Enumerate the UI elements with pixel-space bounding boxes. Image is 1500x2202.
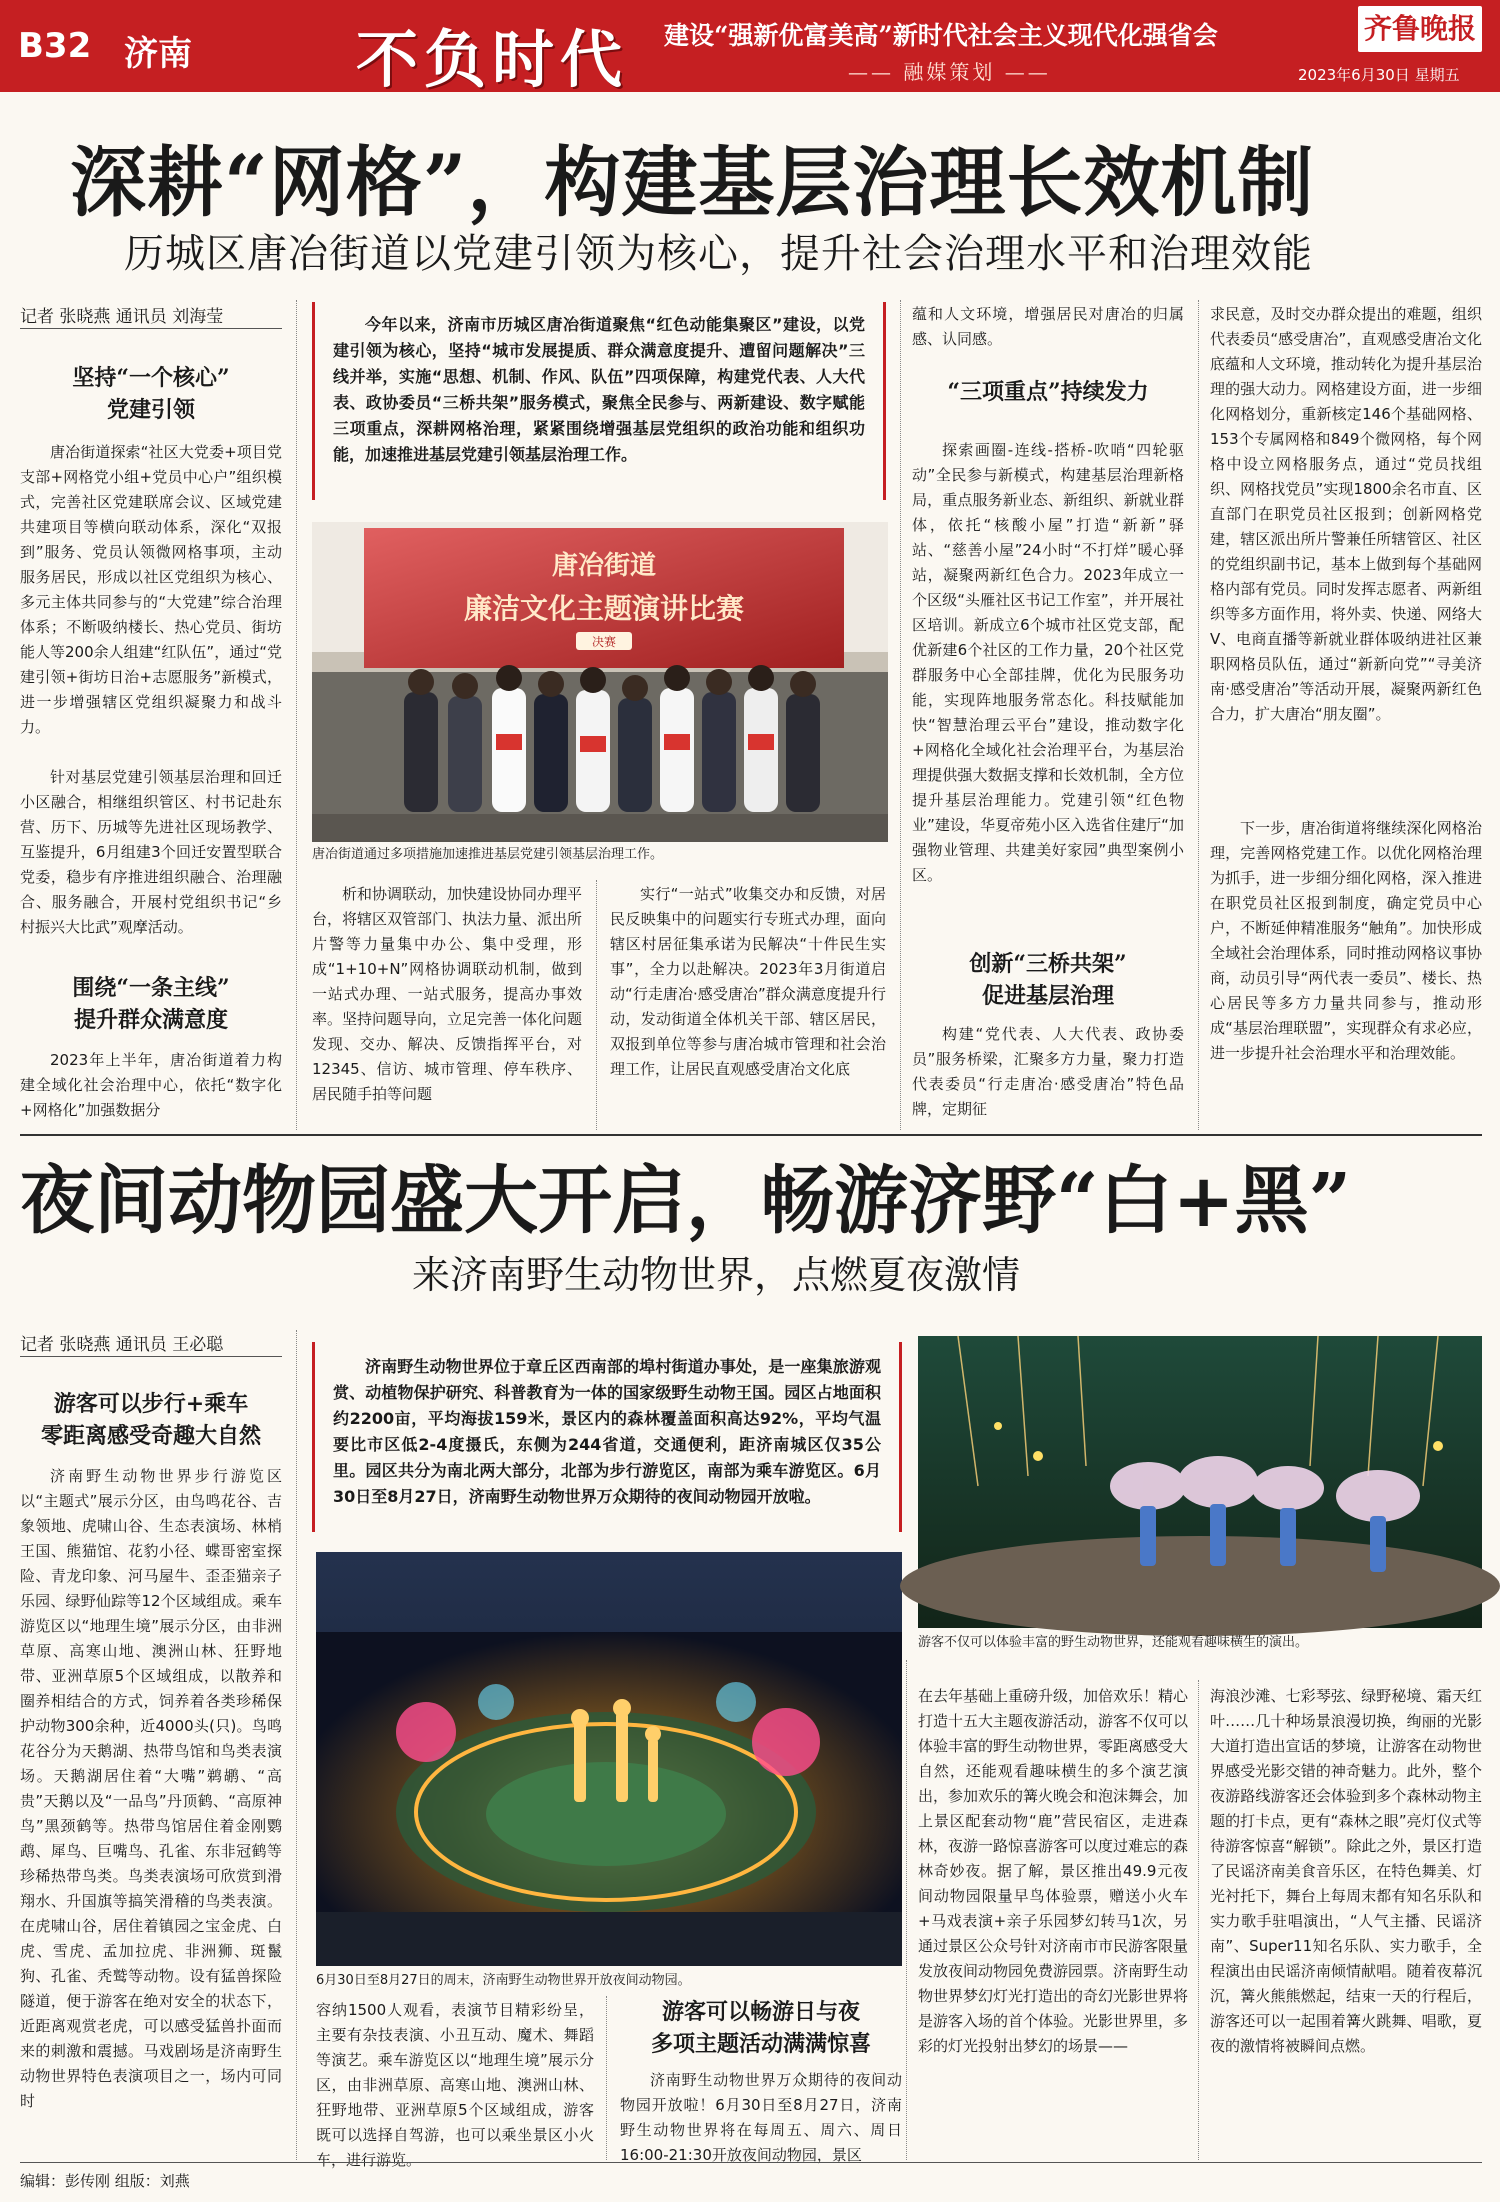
subhead-line: 多项主题活动满满惊喜 (650, 2031, 871, 2057)
column-divider (1198, 1680, 1199, 2160)
column-divider (906, 1660, 907, 2160)
article1-col4-para2: 探索画圈-连线-搭桥-吹哨“四轮驱动”全民参与新模式，构建基层治理新格局，重点服务新业态、新组织、新就业群体，依托“核酸小屋”打造“新新”驿站、“慈善小屋”24小时“不打烊”暖心驿站，凝聚两新红色合力。2023年成立一个区级“头雁社区书记工作室”，并开展社区培训。新成立6个城市社区党支部，配优新建6个社区的工作力量，20个社区党群服务中心全部挂牌，优化为民服务功能，实现阵地服务常态化。科技赋能加快“智慧治理云平台”建设，推动数字化+网格化全域化社会治理平台，为基层治理提供强大数据支撑和长效机制，全方位提升基层治理能力。党建引领“红色物业”建设，华夏帝苑小区入选省住建厅“加强物业管理、共建美好家园”典型案例小区。 (912, 441, 1184, 884)
article2-col3: 济南野生动物世界万众期待的夜间动物园开放啦！6月30日至8月27日，济南野生动物世界将在每周五、周六、周日16:00-21:30开放夜间动物园，景区 (620, 2071, 902, 2164)
article2-photo-2 (918, 1336, 1482, 1628)
article1-col4-para1: 蕴和人文环境，增强居民对唐冶的归属感、认同感。 (912, 305, 1184, 348)
column-divider (1198, 300, 1199, 1130)
article2-lead: 济南野生动物世界位于章丘区西南部的埠村街道办事处，是一座集旅游观赏、动植物保护研究、科普教育为一体的国家级野生动物王国。园区占地面积约2200亩，平均海拔159米，景区内的森林覆盖面积高达92%，平均气温要比市区低2-4度摄氏，东侧为244省道，交通便利，距济南城区仅35公里。园区共分为南北两大部分，北部为步行游览区，南部为乘车游览区。6月30日至8月27日，济南野生动物世界万众期待的夜间动物园开放啦。 (333, 1357, 881, 1506)
subhead-line: 党建引领 (106, 397, 195, 423)
issue-date: 2023年6月30日 星期五 (1298, 66, 1460, 84)
article1-col4-para3: 构建“党代表、人大代表、政协委员”服务桥梁，汇聚多方力量，聚力打造代表委员“行走唐冶·感受唐冶”特色品牌，定期征 (912, 1025, 1184, 1118)
article1-photo-caption: 唐冶街道通过多项措施加速推进基层党建引领基层治理工作。 (312, 847, 664, 862)
article2-col1: 济南野生动物世界步行游览区以“主题式”展示分区，由鸟鸣花谷、吉象领地、虎啸山谷、生态表演场、林梢王国、熊猫馆、花豹小径、蝶哥密室探险、青龙印象、河马屋牛、歪歪猫亲子乐园、绿野仙踪等12个区域组成。乘车游览区以“地理生境”展示分区，由非洲草原、高寒山地、澳洲山林、狂野地带、亚洲草原5个区域组成，以散养和圈养相结合的方式，饲养着各类珍稀保护动物300余种，近4000头(只)。鸟鸣花谷分为天鹅湖、热带鸟馆和鸟类表演场。天鹅湖居住着“大嘴”鹈鹕、“高贵”天鹅以及“一品鸟”丹顶鹤、“高原神鸟”黑颈鹤等。热带鸟馆居住着金刚鹦鹉、犀鸟、巨嘴鸟、孔雀、东非冠鹤等珍稀热带鸟类。鸟类表演场可欣赏到滑翔水、升国旗等搞笑滑稽的鸟类表演。在虎啸山谷，居住着镇园之宝金虎、白虎、雪虎、孟加拉虎、非洲狮、斑鬣狗、孔雀、秃鹫等动物。设有猛兽探险隧道，便于游客在绝对安全的状态下，近距离观赏老虎，可以感受猛兽扑面而来的刺激和震撼。马戏剧场是济南野生动物世界特色表演项目之一，场内可同时 (20, 1467, 282, 2110)
article1-lead: 今年以来，济南市历城区唐冶街道聚焦“红色动能集聚区”建设，以党建引领为核心，坚持“城市发展提质、群众满意度提升、遭留问题解决”三线并举，实施“思想、机制、作风、队伍”四项保障，构建党代表、人大代表、政协委员“三桥共架”服务模式，聚焦全民参与、两新建设、数字赋能三项重点，深耕网格治理，紧紧围绕增强基层党组织的政治功能和组织功能，加速推进基层党建引领基层治理工作。 (333, 315, 865, 464)
column-divider (296, 300, 297, 1130)
column-divider (596, 880, 597, 1130)
article1-col3: 实行“一站式”收集交办和反馈，对居民反映集中的问题实行专班式办理，面向辖区村居征集承诺为民解决“十件民生实事”，全力以赴解决。2023年3月街道启动“行走唐冶·感受唐冶”群众满意度提升行动，发动街道全体机关干部、辖区居民，双报到单位等参与唐冶城市管理和社会治理工作，让居民直观感受唐冶文化底 (610, 885, 886, 1078)
article2-byline: 记者 张晓燕 通讯员 王必聪 (20, 1335, 224, 1355)
footer-divider (20, 2162, 1482, 2163)
article1-col5-para2: 下一步，唐冶街道将继续深化网格治理，完善网格党建工作。以优化网格治理为抓手，进一步细分细化网格，深入推进在职党员社区报到制度，确定党员中心户，不断延伸精准服务“触角”。加快形成全域社会治理体系，同时推动网格议事协商，动员引导“两代表一委员”、楼长、热心居民等多方力量共同参与，推动形成“基层治理联盟”，实现群众有求必应，进一步提升社会治理水平和治理效能。 (1210, 819, 1482, 1062)
article1-col1-para3: 2023年上半年，唐冶街道着力构建全域化社会治理中心，依托“数字化+网格化”加强数据分 (20, 1051, 282, 1119)
article2-col4: 在去年基础上重磅升级，加倍欢乐！精心打造十五大主题夜游活动，游客不仅可以体验丰富的野生动物世界，零距离感受大自然，还能观看趣味横生的多个演艺演出，参加欢乐的篝火晚会和泡沫舞会，加上景区配套动物“鹿”营民宿区，走进森林，夜游一路惊喜游客可以度过难忘的森林奇妙夜。据了解，景区推出49.9元夜间动物园限量早鸟体验票，赠送小火车+马戏表演+亲子乐园梦幻转马1次，另通过景区公众号针对济南市市民游客限量发放夜间动物园免费游园票。济南野生动物世界梦幻灯光打造出的奇幻光影世界将是游客入场的首个体验。光影世界里，多彩的灯光投射出梦幻的场景—— (918, 1687, 1189, 2055)
night-zoo-photo (316, 1552, 902, 1966)
article2-col5: 海浪沙滩、七彩琴弦、绿野秘境、霜天红叶……几十种场景浪漫切换，绚丽的光影大道打造出宣话的梦境，让游客在动物世界感受光影交错的神奇魅力。此外，整个夜游路线游客还会体验到多个森林动物主题的打卡点，更有“森林之眼”亮灯仪式等待游客惊喜“解锁”。除此之外，景区打造了民谣济南美食音乐区，在特色舞美、灯光衬托下，舞台上每周末都有知名乐队和实力歌手驻唱演出，“人气主播、民谣济南”、Super11知名乐队、实力歌手，全程演出由民谣济南倾情献唱。随着夜幕沉沉，篝火熊熊燃起，结束一天的行程后，游客还可以一起围着篝火跳舞、唱歌，夏夜的激情将被瞬间点燃。 (1210, 1687, 1482, 2055)
article1-col2: 析和协调联动，加快建设协同办理平台，将辖区双管部门、执法力量、派出所片警等力量集中办公、集中受理，形成“1+10+N”网格协调联动机制，做到一站式办理、一站式服务，提高办事效率。坚持问题导向，立足完善一体化问题发现、交办、解决、反馈指挥平台，对12345、信访、城市管理、停车秩序、居民随手拍等问题 (312, 885, 583, 1103)
page-number: B32 (18, 26, 92, 66)
subhead-line: 坚持“一个核心” (72, 365, 230, 391)
article1-subhead-4 (912, 948, 1184, 1012)
article2-photo-2-caption: 游客不仅可以体验丰富的野生动物世界，还能观看趣味横生的演出。 (918, 1635, 1309, 1650)
column-divider (606, 1996, 607, 2160)
subhead-line: 游客可以畅游日与夜 (661, 1999, 860, 2025)
article2-lead-box (312, 1342, 902, 1532)
article1-photo (312, 522, 888, 842)
article2-subhead-1 (20, 1388, 282, 1452)
article1-subheadline: 历城区唐冶街道以党建引领为核心，提升社会治理水平和治理效能 (124, 231, 1313, 277)
article1-headline: 深耕“网格”，构建基层治理长效机制 (70, 138, 1315, 227)
banner-line-2: 廉洁文化主题演讲比赛 (463, 592, 745, 625)
article1-lead-box (312, 302, 886, 500)
article1-subhead-2 (20, 972, 282, 1036)
masthead-subslogan: —— 融媒策划 —— (848, 60, 1051, 84)
subhead-line: 提升群众满意度 (73, 1007, 228, 1033)
subhead-line: 围绕“一条主线” (72, 975, 230, 1001)
banner-line-1: 唐冶街道 (551, 551, 657, 581)
section-divider (20, 1134, 1482, 1136)
section-name: 济南 (124, 34, 192, 74)
newspaper-logo: 齐鲁晚报 (1358, 6, 1482, 52)
article2-photo-1-caption: 6月30日至8月27日的周末，济南野生动物世界开放夜间动物园。 (316, 1973, 691, 1988)
editor-credit: 编辑：彭传刚 组版：刘燕 (20, 2172, 190, 2190)
subhead-line: 游客可以步行+乘车 (53, 1391, 249, 1417)
article1-col5-para1: 求民意，及时交办群众提出的难题，组织代表委员“感受唐冶”，直观感受唐冶文化底蕴和人文环境，推动转化为提升基层治理的强大动力。网格建设方面，进一步细化网格划分，重新核定146个基础网格、153个专属网格和849个微网格，每个网格中设立网格服务点，通过“党员找组织、网格找党员”实现1800余名市直、区直部门在职党员社区报到；创新网格党建，辖区派出所片警兼任所辖管区、社区的党组织副书记，基本上做到每个基础网格内部有党员。同时发挥志愿者、两新组织等多方面作用，将外卖、快递、网络大V、电商直播等新就业群体吸纳进社区兼职网格员队伍，通过“新新向党”“寻美济南·感受唐冶”等活动开展，凝聚两新红色合力，扩大唐冶“朋友圈”。 (1210, 305, 1482, 723)
article1-subhead-1 (20, 362, 282, 426)
brand-title: 不负时代 (356, 23, 629, 96)
subhead-line: 促进基层治理 (981, 983, 1114, 1009)
article1-byline: 记者 张晓燕 通讯员 刘海莹 (20, 307, 224, 327)
article2-subheadline: 来济南野生动物世界，点燃夏夜激情 (412, 1253, 1021, 1297)
article1-col1-para2: 针对基层党建引领基层治理和回迁小区融合，相继组织管区、村书记赴东营、历下、历城等先进社区现场教学、互鉴提升，6月组建3个回迁安置型联合党委，稳步有序推进组织融合、治理融合、服务融合，开展村党组织书记“乡村振兴大比武”观摩活动。 (20, 768, 282, 936)
banner-tag: 决赛 (591, 635, 617, 649)
article2-subhead-2 (620, 1996, 902, 2060)
article2-col2: 容纳1500人观看，表演节目精彩纷呈，主要有杂技表演、小丑互动、魔术、舞蹈等演艺。乘车游览区以“地理生境”展示分区，由非洲草原、高寒山地、澳洲山林、狂野地带、亚洲草原5个区域组成，游客既可以选择自驾游，也可以乘坐景区小火车，进行游览。 (316, 2001, 594, 2169)
divider (20, 328, 282, 329)
article1-subhead-3: “三项重点”持续发力 (947, 379, 1149, 405)
article1-col1-para1: 唐冶街道探索“社区大党委+项目党支部+网格党小组+党员中心户”组织模式，完善社区党建联席会议、区域党建共建项目等横向联动体系，深化“双报到”服务、党员认领微网格事项，主动服务居民，形成以社区党组织为核心、多元主体共同参与的“大党建”综合治理体系；不断吸纳楼长、热心党员、街坊能人等200余人组建“红队伍”，通过“党建引领+街坊日治+志愿服务”新模式，进一步增强辖区党组织凝聚力和战斗力。 (20, 443, 282, 736)
column-divider (900, 300, 901, 1130)
column-divider (296, 1330, 297, 2160)
subhead-line: 创新“三桥共架” (969, 951, 1127, 977)
subhead-line: 零距离感受奇趣大自然 (40, 1423, 261, 1449)
divider (20, 1356, 282, 1357)
masthead-slogan: 建设“强新优富美高”新时代社会主义现代化强省会 (664, 21, 1218, 50)
article2-headline: 夜间动物园盛大开启，畅游济野“白+黑” (20, 1158, 1352, 1244)
speech-contest-photo (312, 522, 888, 842)
article2-photo-1 (316, 1552, 902, 1966)
night-performance-photo (918, 1336, 1482, 1628)
